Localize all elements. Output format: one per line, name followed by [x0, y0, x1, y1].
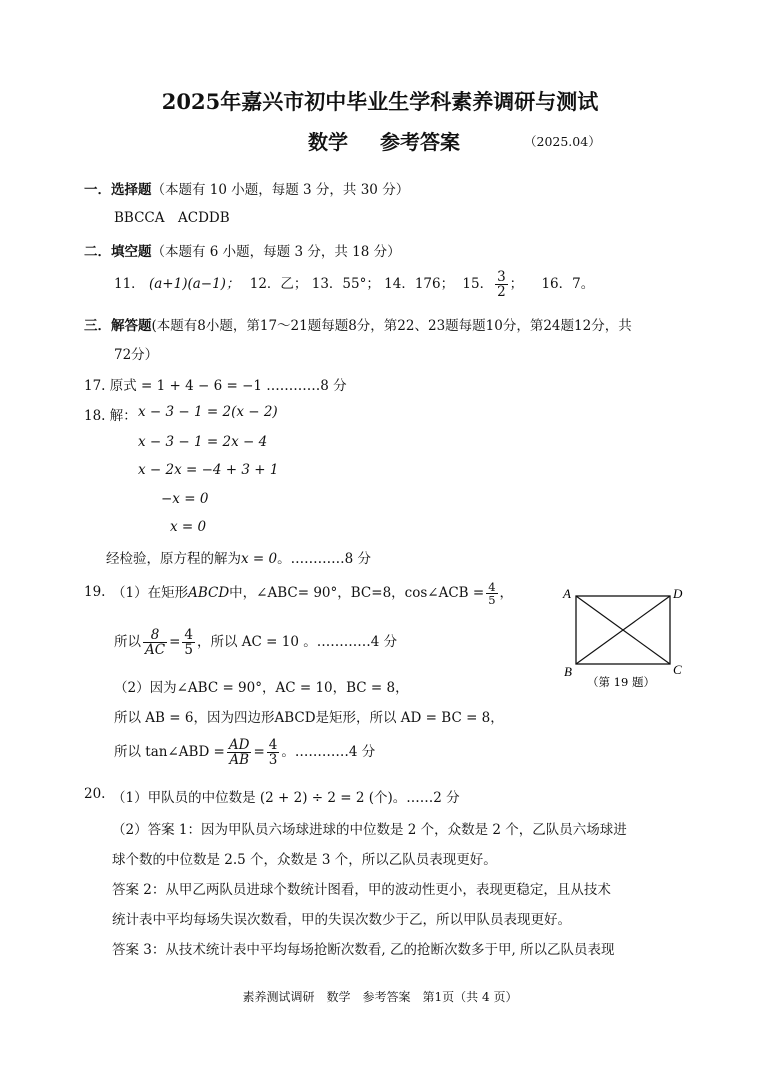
section-3-heading — [84, 314, 632, 334]
vertex-label-d: D — [673, 586, 683, 601]
q19-tan-fraction — [227, 738, 252, 767]
q20-line-3: 球个数的中位数是 2.5 个，众数是 3 个，所以乙队员表现更好。 — [112, 852, 497, 868]
fill-answers — [114, 266, 594, 302]
fraction-denominator: AC — [145, 642, 166, 658]
q19-rectangle-name: ABCD — [188, 585, 230, 601]
q19-label: 19. — [84, 584, 106, 600]
answer-16: 16．7。 — [541, 276, 595, 292]
choice-answers: BBCCA ACDDB — [114, 210, 230, 226]
q18-line-4: −x = 0 — [161, 491, 209, 507]
fraction-numerator: 3 — [497, 268, 506, 285]
q20-line-5: 统计表中平均每场失误次数看，甲的失误次数少于乙，所以甲队员表现更好。 — [112, 912, 571, 928]
answer-11: (a+1)(a−1)； — [148, 276, 240, 292]
q20-label: 20. — [84, 786, 106, 802]
vertex-label-c: C — [673, 662, 682, 677]
fraction-denominator: AB — [229, 752, 249, 768]
section-1-heading — [84, 178, 409, 198]
page-footer: 素养测试调研 数学 参考答案 第1页（共 4 页） — [242, 990, 518, 1004]
q19-part2-line3 — [114, 732, 375, 772]
q19-rectangle-figure — [555, 582, 695, 694]
answer-12: 12．乙； — [249, 276, 308, 292]
answer-15-number: 15． — [462, 276, 494, 292]
q20-line-6: 答案 3：从技术统计表中平均每场抢断次数看, 乙的抢断次数多于甲, 所以乙队员表现 — [112, 942, 615, 958]
q19-text: 所以 — [114, 634, 141, 650]
q19-part1-line1 — [112, 576, 513, 610]
q19-part2-line1: （2）因为∠ABC = 90°，AC = 10，BC = 8， — [114, 680, 409, 696]
q19-text: 所以 tan∠ABD = — [114, 744, 225, 760]
section-2-label: 二．填空题 — [84, 244, 152, 260]
q19-text: 中，∠ABC= 90°，BC=8，cos∠ACB = — [229, 585, 485, 601]
q19-part2-line2: 所以 AB = 6，因为四边形ABCD是矩形，所以 AD = BC = 8， — [114, 710, 504, 726]
fraction-numerator: 4 — [184, 626, 193, 643]
q19-text: ， — [499, 585, 514, 601]
q19-tan-fraction-2 — [267, 738, 280, 767]
fraction-numerator: 8 — [143, 628, 167, 643]
q19-text: （1）在矩形 — [112, 585, 189, 601]
answer-11-number: 11． — [114, 276, 145, 292]
q19-equals: = — [169, 634, 181, 650]
q19-text: ，所以 AC = 10 。…………4 分 — [197, 634, 398, 650]
fraction-denominator: 5 — [184, 642, 193, 658]
vertex-label-a: A — [563, 586, 571, 601]
q18-line-3: x − 2x = −4 + 3 + 1 — [138, 462, 279, 478]
q19-ratio-fraction — [143, 628, 167, 657]
section-3-label: 三．解答题 — [84, 318, 152, 334]
q19-ratio-fraction-2 — [182, 628, 195, 657]
q19-text: 。…………4 分 — [281, 744, 376, 760]
q18-conclusion — [106, 547, 371, 567]
section-2-info: （本题有 6 小题，每题 3 分，共 18 分） — [151, 244, 401, 260]
q18-conclusion-score: 。…………8 分 — [277, 551, 371, 567]
fraction-numerator: 4 — [268, 736, 278, 753]
q20-line-2: （2）答案 1：因为甲队员六场球进球的中位数是 2 个，众数是 2 个，乙队员六场球进 — [112, 822, 627, 838]
q17-answer: 17. 原式 = 1 + 4 − 6 = −1 …………8 分 — [84, 378, 347, 394]
q19-cos-fraction — [486, 581, 497, 606]
fraction-denominator: 2 — [497, 284, 506, 300]
section-2-heading — [84, 240, 401, 260]
q18-conclusion-text: 经检验，原方程的解为 — [106, 551, 241, 567]
subject-title: 数学 — [308, 130, 348, 154]
fraction-numerator: 4 — [488, 579, 496, 594]
vertex-label-b: B — [564, 664, 572, 679]
doc-type-title: 参考答案 — [380, 130, 460, 154]
q18-conclusion-solution: x = 0 — [241, 551, 278, 567]
date-label: （2025.04） — [524, 134, 601, 149]
q20-line-4: 答案 2：从甲乙两队员进球个数统计图看，甲的波动性更小，表现更稳定，且从技术 — [112, 882, 611, 898]
answer-15-fraction — [495, 270, 508, 299]
section-1-label: 一．选择题 — [84, 182, 152, 198]
fraction-denominator: 5 — [488, 593, 496, 607]
section-3-info-cont: 72分） — [114, 347, 159, 363]
section-3-info: (本题有8小题，第17～21题每题8分，第22、23题每题10分，第24题12分，共 — [151, 318, 632, 334]
page-title: 2025年嘉兴市初中毕业生学科素养调研与测试 — [161, 89, 599, 114]
q20-line-1: （1）甲队员的中位数是 (2 + 2) ÷ 2 = 2 (个)。……2 分 — [112, 790, 460, 806]
answer-13: 13．55°； — [311, 276, 380, 292]
q18-line-2: x − 3 − 1 = 2x − 4 — [138, 434, 268, 450]
answer-14: 14．176； — [384, 276, 455, 292]
q19-part1-line2 — [114, 622, 397, 662]
fraction-numerator: AD — [228, 736, 250, 753]
figure-caption: （第 19 题） — [587, 675, 655, 689]
q18-line-5: x = 0 — [170, 519, 207, 535]
section-1-info: （本题有 10 小题，每题 3 分，共 30 分） — [151, 182, 410, 198]
q19-equals: = — [253, 744, 265, 760]
answer-15-tail: ； — [509, 276, 524, 292]
q18-line-1: x − 3 − 1 = 2(x − 2) — [138, 404, 278, 420]
q18-label: 18. 解： — [84, 408, 137, 424]
fraction-denominator: 3 — [268, 752, 278, 768]
